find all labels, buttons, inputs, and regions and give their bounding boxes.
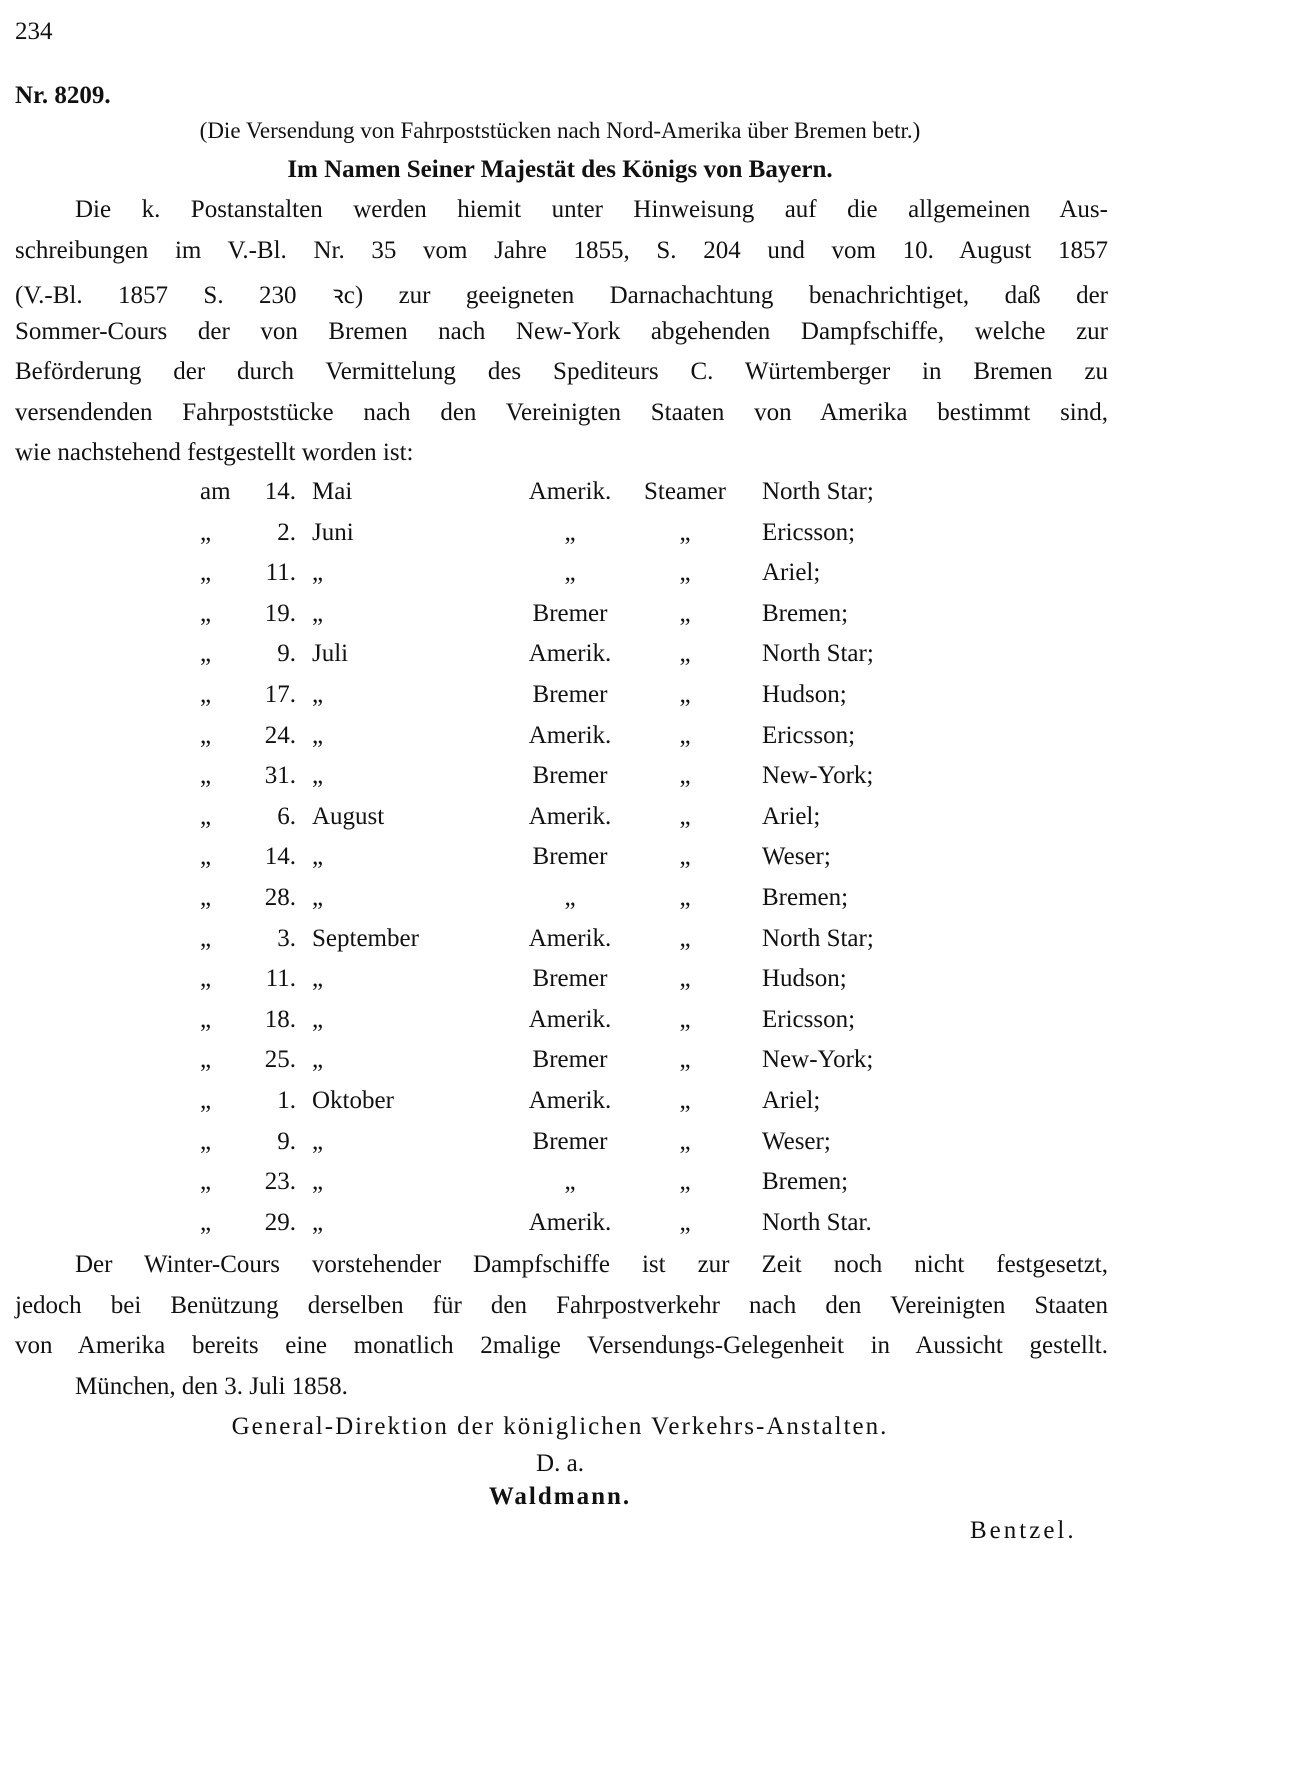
line: Amerik.	[528, 1005, 612, 1033]
countersign: Bentzel.	[970, 1517, 1077, 1544]
paragraph-line: Sommer-Cours der von Bremen nach New-York abgehenden Dampfschiffe, welche zur	[15, 317, 1108, 345]
month: „	[312, 1005, 324, 1033]
date-prefix: „	[200, 518, 212, 546]
preamble: Im Namen Seiner Majestät des Königs von Bayern.	[287, 156, 833, 183]
month: „	[312, 599, 324, 627]
vessel-type: „	[679, 762, 691, 790]
closing-line: jedoch bei Benützung derselben für den Fahrpostverkehr nach den Vereinigten Staaten	[15, 1291, 1108, 1319]
month: „	[312, 965, 324, 993]
ship-name: Weser;	[762, 1127, 831, 1155]
day: 19.	[264, 599, 296, 627]
month: „	[312, 1127, 324, 1155]
vessel-type: „	[679, 1046, 691, 1074]
month: August	[312, 802, 385, 830]
vessel-type: „	[679, 559, 691, 587]
date-prefix: „	[200, 1087, 212, 1114]
line: Bremer	[532, 965, 608, 993]
vessel-type: „	[679, 1005, 691, 1033]
paragraph-line: Beförderung der durch Vermittelung des Spediteurs C. Würtemberger in Bremen zu	[15, 358, 1108, 385]
schedule-row	[0, 884, 1120, 924]
ship-name: Bremen;	[762, 599, 849, 627]
ship-name: New-York;	[762, 1046, 874, 1074]
ship-name: Ericsson;	[762, 518, 856, 546]
day: 1.	[277, 1087, 296, 1114]
ship-name: Ariel;	[762, 1087, 821, 1114]
month: Oktober	[312, 1087, 394, 1114]
day: 3.	[277, 924, 296, 952]
date-prefix: „	[200, 884, 212, 911]
closing-line: Der Winter-Cours vorstehender Dampfschiffe ist zur Zeit noch nicht festgesetzt,	[75, 1251, 1108, 1278]
schedule-row	[0, 965, 1120, 1005]
month: „	[312, 681, 324, 708]
vessel-type: „	[679, 518, 691, 546]
vessel-type: „	[679, 721, 691, 749]
line: Amerik.	[528, 924, 612, 952]
date-prefix: „	[200, 681, 212, 708]
subject: (Die Versendung von Fahrpoststücken nach Nord-Amerika über Bremen betr.)	[199, 118, 921, 143]
day: 29.	[264, 1208, 296, 1236]
vessel-type: „	[679, 1168, 691, 1196]
line: Amerik.	[528, 478, 612, 505]
ship-name: North Star;	[762, 478, 874, 505]
line: Bremer	[532, 762, 608, 790]
schedule-row	[0, 1087, 1120, 1127]
month: „	[312, 1208, 324, 1236]
line: Bremer	[532, 1046, 608, 1074]
line: Amerik.	[528, 802, 612, 830]
da-note: D. a.	[536, 1450, 584, 1477]
vessel-type: „	[679, 1087, 691, 1114]
ship-name: Ericsson;	[762, 1005, 856, 1033]
date-prefix: „	[200, 924, 212, 952]
month: „	[312, 1046, 324, 1074]
page-number: 234	[15, 18, 53, 45]
month: „	[312, 721, 324, 749]
line: „	[564, 518, 576, 546]
document-number: Nr. 8209.	[15, 82, 111, 109]
day: 23.	[264, 1168, 296, 1196]
ship-name: Hudson;	[762, 681, 847, 708]
date-prefix: „	[200, 965, 212, 993]
schedule-row	[0, 1209, 1120, 1249]
ship-name: North Star;	[762, 924, 874, 952]
date-prefix: „	[200, 640, 212, 668]
ship-name: Ariel;	[762, 802, 821, 830]
schedule-row	[0, 843, 1120, 883]
schedule-row	[0, 1046, 1120, 1086]
line: Bremer	[532, 599, 608, 627]
schedule-row	[0, 640, 1120, 680]
schedule-row	[0, 519, 1120, 559]
vessel-type: „	[679, 965, 691, 993]
day: 25.	[264, 1046, 296, 1074]
line: Bremer	[532, 681, 608, 708]
schedule-row	[0, 925, 1120, 965]
schedule-row	[0, 681, 1120, 721]
ship-name: Weser;	[762, 843, 831, 871]
month: September	[312, 924, 419, 952]
schedule-row	[0, 1006, 1120, 1046]
vessel-type: „	[679, 1208, 691, 1236]
paragraph-line: wie nachstehend festgestellt worden ist:	[15, 439, 414, 466]
vessel-type: „	[679, 640, 691, 668]
date-prefix: „	[200, 802, 212, 830]
date-prefix: „	[200, 721, 212, 749]
vessel-type: Steamer	[644, 478, 726, 505]
schedule-row	[0, 1128, 1120, 1168]
schedule-row	[0, 1168, 1120, 1208]
vessel-type: „	[679, 884, 691, 911]
day: 9.	[277, 1127, 296, 1155]
ship-name: Bremen;	[762, 1168, 849, 1196]
date-prefix: „	[200, 599, 212, 627]
date-prefix: „	[200, 843, 212, 871]
schedule-row	[0, 722, 1120, 762]
vessel-type: „	[679, 599, 691, 627]
day: 11.	[265, 965, 296, 993]
day: 28.	[264, 884, 296, 911]
paragraph-line: schreibungen im V.-Bl. Nr. 35 vom Jahre 1855, S. 204 und vom 10. August 1857	[15, 236, 1108, 264]
date-prefix: „	[200, 1127, 212, 1155]
line: „	[564, 884, 576, 911]
day: 11.	[265, 559, 296, 587]
date-prefix: „	[200, 762, 212, 790]
paragraph-line: (V.-Bl. 1857 S. 230 ꝛc) zur geeigneten Darnachachtung benachrichtiget, daß der	[15, 282, 1108, 309]
month: Juli	[312, 640, 349, 668]
vessel-type: „	[679, 843, 691, 871]
day: 6.	[277, 802, 296, 830]
paragraph-line: versendenden Fahrpoststücke nach den Vereinigten Staaten von Amerika bestimmt sind,	[15, 398, 1108, 426]
schedule-row	[0, 803, 1120, 843]
schedule-row	[0, 600, 1120, 640]
date-prefix: „	[200, 1168, 212, 1196]
closing-line: von Amerika bereits eine monatlich 2malige Versendungs-Gelegenheit in Aussicht gestellt.	[15, 1332, 1108, 1359]
schedule-row	[0, 478, 1120, 518]
ship-name: Ariel;	[762, 559, 821, 587]
place-date: München, den 3. Juli 1858.	[75, 1373, 348, 1400]
day: 31.	[264, 762, 296, 790]
day: 14.	[264, 843, 296, 871]
date-prefix: „	[200, 559, 212, 587]
day: 24.	[264, 721, 296, 749]
ship-name: Bremen;	[762, 884, 849, 911]
vessel-type: „	[679, 802, 691, 830]
line: Amerik.	[528, 1208, 612, 1236]
line: Amerik.	[528, 640, 612, 668]
line: Bremer	[532, 1127, 608, 1155]
date-prefix: am	[200, 478, 231, 505]
month: Mai	[312, 478, 353, 505]
ship-name: Hudson;	[762, 965, 847, 993]
month: „	[312, 559, 324, 587]
schedule-row	[0, 559, 1120, 599]
schedule-row	[0, 762, 1120, 802]
day: 14.	[264, 478, 296, 505]
month: Juni	[312, 518, 354, 546]
date-prefix: „	[200, 1005, 212, 1033]
day: 9.	[277, 640, 296, 668]
line: Amerik.	[528, 721, 612, 749]
day: 2.	[277, 518, 296, 546]
date-prefix: „	[200, 1208, 212, 1236]
line: Amerik.	[528, 1087, 612, 1114]
line: Bremer	[532, 843, 608, 871]
month: „	[312, 1168, 324, 1196]
month: „	[312, 762, 324, 790]
vessel-type: „	[679, 681, 691, 708]
line: „	[564, 1168, 576, 1196]
ship-name: Ericsson;	[762, 721, 856, 749]
ship-name: North Star.	[762, 1208, 872, 1236]
vessel-type: „	[679, 1127, 691, 1155]
vessel-type: „	[679, 924, 691, 952]
ship-name: North Star;	[762, 640, 874, 668]
ship-name: New-York;	[762, 762, 874, 790]
day: 18.	[264, 1005, 296, 1033]
signatory: Waldmann.	[488, 1483, 632, 1510]
line: „	[564, 559, 576, 587]
paragraph-line: Die k. Postanstalten werden hiemit unter Hinweisung auf die allgemeinen Aus-	[75, 196, 1108, 223]
authority: General-Direktion der königlichen Verkehrs-Anstalten.	[231, 1413, 889, 1440]
date-prefix: „	[200, 1046, 212, 1074]
day: 17.	[264, 681, 296, 708]
month: „	[312, 884, 324, 911]
month: „	[312, 843, 324, 871]
